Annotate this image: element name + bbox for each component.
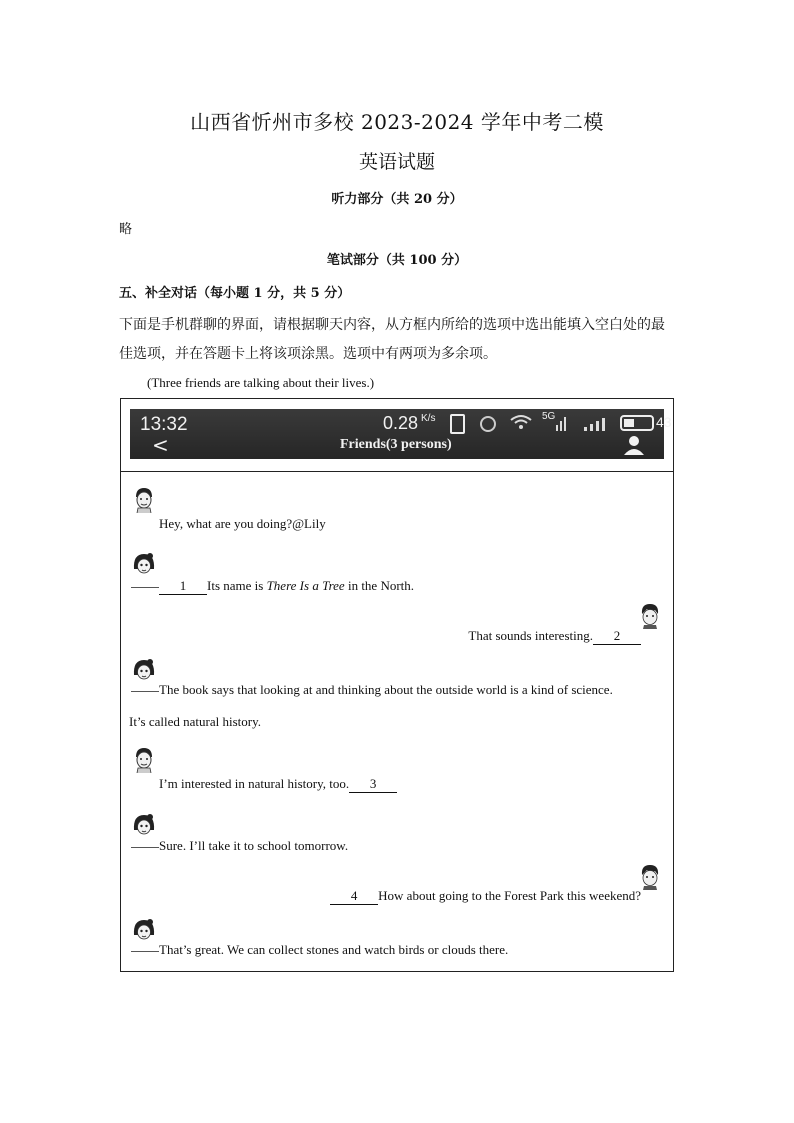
- book-title: There Is a Tree: [266, 578, 345, 593]
- message-5: [159, 776, 397, 793]
- message-3-text: That sounds interesting.: [468, 628, 593, 643]
- answer-blank-3[interactable]: 3: [349, 776, 397, 793]
- written-section-heading: 笔试部分（共 100 分）: [326, 253, 468, 268]
- section-heading: 五、补全对话（每小题 1 分，共 5 分）: [119, 286, 351, 301]
- message-4: [131, 682, 613, 698]
- message-7-text: How about going to the Forest Park this weekend?: [378, 888, 641, 903]
- girl-avatar-icon: [133, 552, 155, 578]
- message-underline: [131, 587, 159, 588]
- girl-avatar-icon: [133, 813, 155, 839]
- battery-icon: [620, 415, 654, 431]
- battery-level: 43: [656, 414, 672, 430]
- signal-icon: [556, 415, 568, 431]
- phone-icon: [450, 414, 465, 434]
- instruction-line-1: 下面是手机群聊的界面，请根据聊天内容，从方框内所给的选项中选出能填入空白处的最: [119, 317, 665, 333]
- message-4-line-2: It’s called natural history.: [129, 714, 262, 729]
- phone-bar-divider: [121, 471, 673, 472]
- page-title: 山西省忻州市多校 2023-2024 学年中考二模: [190, 110, 604, 134]
- boy-avatar-icon: [133, 747, 155, 773]
- message-underline: [131, 951, 159, 952]
- message-3: [468, 628, 641, 645]
- user-icon[interactable]: [622, 435, 646, 455]
- message-6-text: Sure. I’ll take it to school tomorrow.: [159, 838, 349, 853]
- wifi-icon: [510, 414, 532, 430]
- dialog-context: (Three friends are talking about their lives.): [147, 375, 375, 390]
- listening-section-heading: 听力部分（共 20 分）: [331, 192, 463, 207]
- listening-omitted-note: 略: [119, 222, 133, 237]
- message-2-text-end: in the North.: [344, 578, 415, 593]
- message-6: [131, 838, 348, 854]
- instruction-line-2: 佳选项，并在答题卡上将该项涂黑。选项中有两项为多余项。: [119, 346, 497, 362]
- network-speed-unit: K/s: [421, 413, 436, 424]
- message-8: [131, 942, 508, 958]
- alarm-icon: [480, 416, 496, 432]
- network-type: 5G: [542, 411, 556, 422]
- girl-avatar-icon: [133, 918, 155, 944]
- message-2-text: Its name is: [207, 578, 267, 593]
- answer-blank-2[interactable]: 2: [593, 628, 641, 645]
- boy2-avatar-icon: [639, 603, 661, 629]
- message-7: [330, 888, 641, 905]
- girl-avatar-icon: [133, 658, 155, 684]
- boy2-avatar-icon: [639, 864, 661, 890]
- boy-avatar-icon: [133, 487, 155, 513]
- message-2: [131, 578, 414, 595]
- network-speed: 0.28: [383, 413, 419, 433]
- message-8-text: That’s great. We can collect stones and watch birds or clouds there.: [159, 942, 509, 957]
- message-5-text: I’m interested in natural history, too.: [159, 776, 350, 791]
- phone-status-bar: [130, 409, 672, 459]
- answer-blank-4[interactable]: 4: [330, 888, 378, 905]
- message-underline: [131, 691, 159, 692]
- chat-title: Friends(3 persons): [340, 437, 452, 452]
- status-time: 13:32: [140, 414, 188, 435]
- page-subtitle: 英语试题: [358, 151, 435, 173]
- message-underline: [131, 847, 159, 848]
- message-1: Hey, what are you doing?@Lily: [159, 516, 326, 531]
- message-4-line-1: The book says that looking at and thinking about the outside world is a kind of science.: [159, 682, 613, 697]
- back-icon[interactable]: <: [152, 433, 169, 457]
- signal-strength-icon: [584, 415, 610, 431]
- answer-blank-1[interactable]: 1: [159, 578, 207, 595]
- chat-screenshot-box: [120, 398, 674, 972]
